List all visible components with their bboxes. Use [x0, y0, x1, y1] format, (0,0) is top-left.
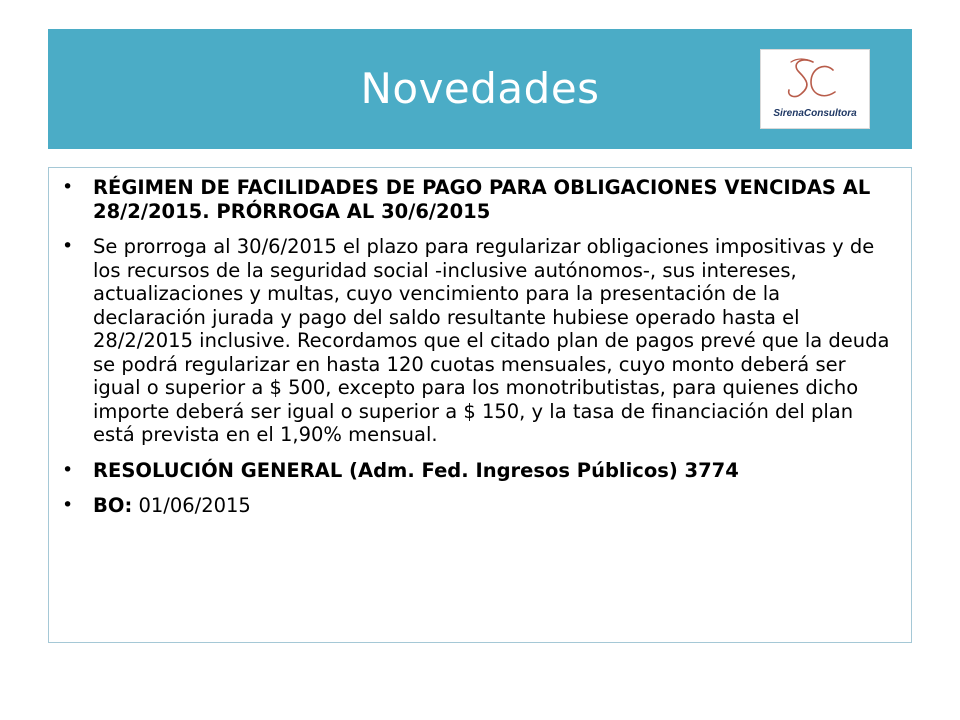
bullet-value-bo: 01/06/2015: [132, 494, 251, 517]
bullet-icon: •: [62, 176, 74, 198]
bullet-label-bo: BO:: [93, 494, 133, 517]
bullet-item-regimen: [62, 176, 893, 223]
title-bar: [48, 29, 912, 149]
bullet-icon: •: [62, 235, 74, 257]
bullet-item-bo: [62, 494, 893, 518]
bullet-text-regimen: RÉGIMEN DE FACILIDADES DE PAGO PARA OBLIGACIONES VENCIDAS AL 28/2/2015. PRÓRROGA AL 30/6/2015: [93, 176, 871, 223]
content-box: [48, 167, 912, 643]
sirena-consultora-logo: [760, 49, 870, 129]
bullet-item-prorroga: [62, 235, 893, 447]
slide-title: Novedades: [360, 64, 600, 113]
bullet-text-prorroga: Se prorroga al 30/6/2015 el plazo para regularizar obligaciones impositivas y de los recursos de la seguridad social -inclusive autónomos-, sus intereses, actualizaciones y multas, cuyo vencimiento para la presentación de la declaración jurada y pago del saldo resultante hubiese operado hasta el 28/2/2015 inclusive. Recordamos que el citado plan de pagos prevé que la deuda se podrá regularizar en hasta 120 cuotas mensuales, cuyo monto deberá ser igual o superior a $ 500, excepto para los monotributistas, para quienes dicho importe deberá ser igual o superior a $ 150, y la tasa de financiación del plan está prevista en el 1,90% mensual.: [93, 235, 890, 446]
bullet-list: [62, 176, 893, 530]
logo-name: SirenaConsultora: [773, 108, 857, 119]
bullet-icon: •: [62, 458, 74, 481]
bullet-item-resolucion: [62, 458, 893, 483]
bullet-icon: •: [62, 494, 74, 516]
bullet-text-resolucion: RESOLUCIÓN GENERAL (Adm. Fed. Ingresos Públicos) 3774: [93, 458, 739, 482]
